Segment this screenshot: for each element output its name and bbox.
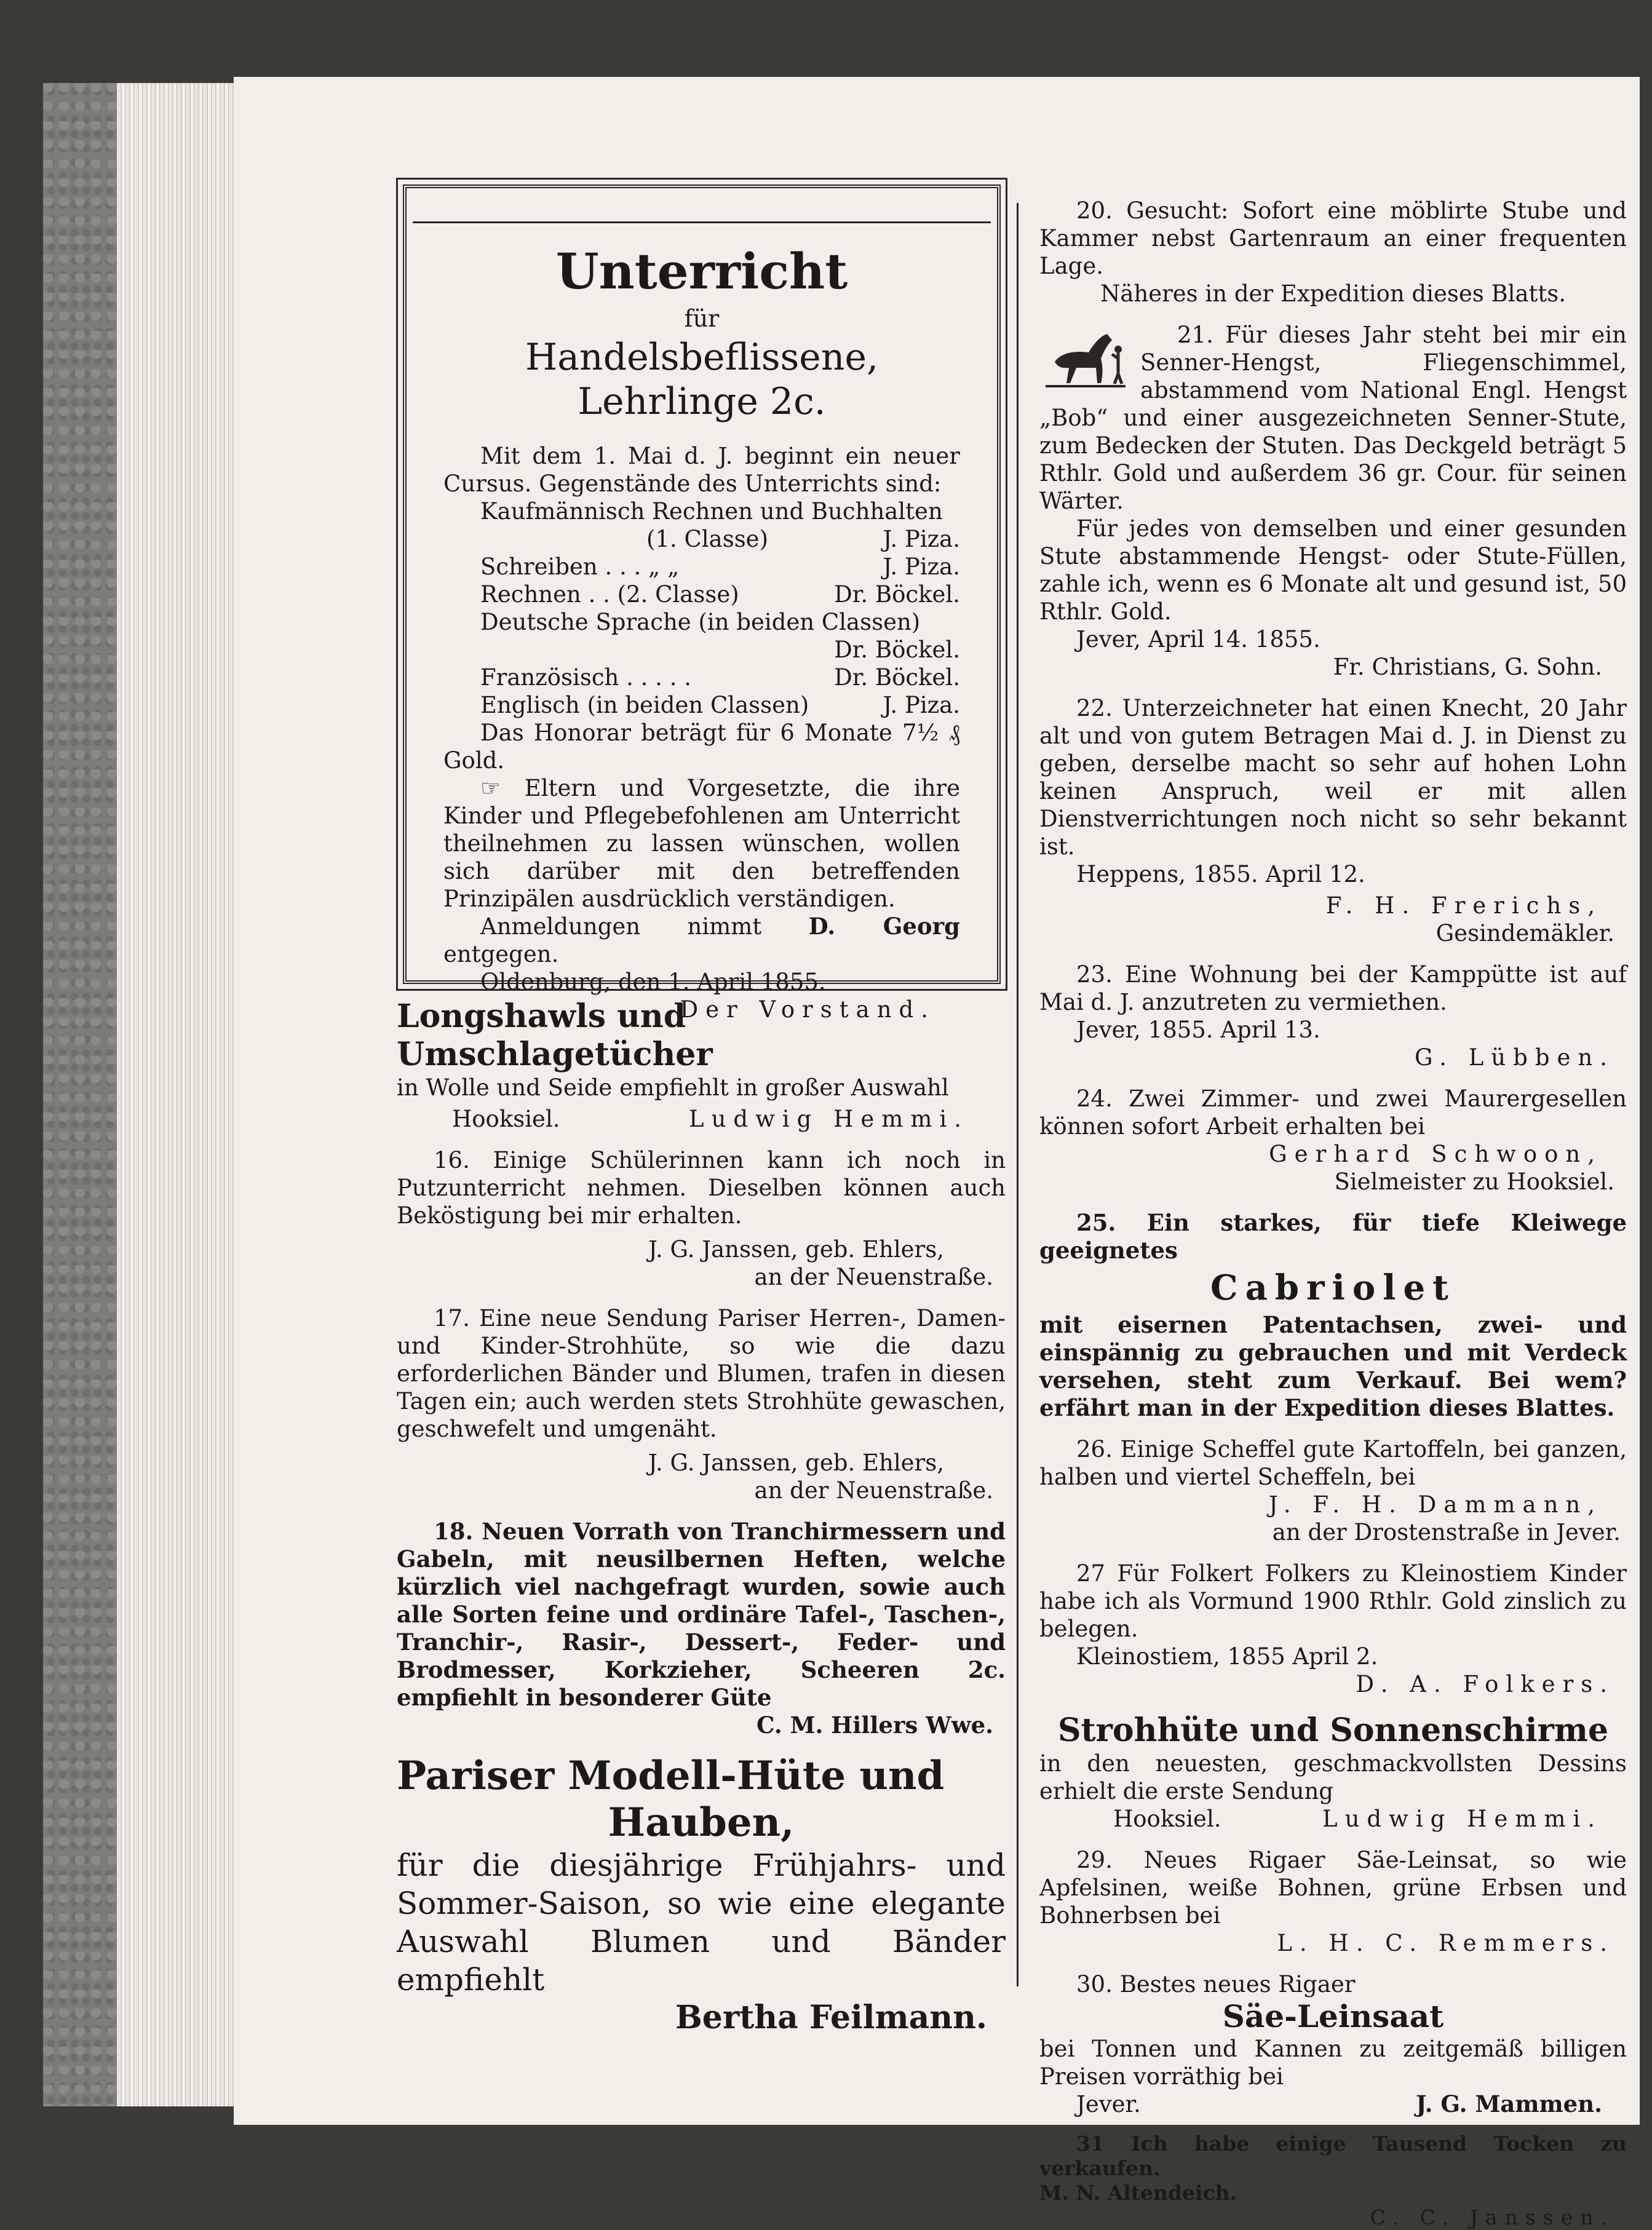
ad-26-sig1: J. F. H. Dammann, bbox=[1268, 1491, 1602, 1518]
ad-30-sig: J. G. Mammen. bbox=[1416, 2090, 1602, 2117]
longshawls-name: Ludwig Hemmi. bbox=[689, 1106, 969, 1132]
unterricht-heading: Handelsbeflissene, Lehrlinge 2c. bbox=[525, 336, 879, 423]
ad-29 bbox=[1039, 1846, 1627, 1957]
subject-row bbox=[443, 525, 960, 553]
ad-23 bbox=[1039, 961, 1627, 1071]
anmeldungen-pre: Anmeldungen nimmt bbox=[480, 913, 762, 940]
strohhuete-ad bbox=[1039, 1712, 1627, 1833]
subject-name: (1. Classe) bbox=[646, 526, 769, 552]
ad-24-text: 24. Zwei Zimmer- und zwei Maurergesellen können sofort Arbeit erhalten bei bbox=[1039, 1085, 1627, 1140]
ad-30-place: Jever. bbox=[1076, 2091, 1141, 2117]
ad-25-title: Cabriolet bbox=[1210, 1268, 1456, 1308]
longshawls-place: Hooksiel. bbox=[452, 1106, 560, 1132]
unterricht-ad bbox=[403, 185, 1001, 1023]
strohhuete-name: Ludwig Hemmi. bbox=[1322, 1806, 1602, 1832]
page-stack-edge bbox=[117, 83, 234, 2106]
honorar-text: Das Honorar beträgt für 6 Monate 7½ ₰ Gold. bbox=[443, 720, 960, 774]
longshawls-title: Longshawls und Umschlagetücher bbox=[397, 998, 713, 1073]
subject-teacher: J. Piza. bbox=[883, 554, 960, 580]
subject-teacher: Dr. Böckel. bbox=[834, 664, 960, 691]
ad-16-sig1: J. G. Janssen, geb. Ehlers, bbox=[648, 1236, 944, 1263]
strohhuete-place: Hooksiel. bbox=[1113, 1806, 1221, 1832]
pariser-text: für die diesjährige Frühjahrs- und Sommer-Saison, so wie eine elegante Auswahl Blumen und Bänder empfiehlt bbox=[397, 1847, 1006, 1998]
ad-30 bbox=[1039, 1970, 1627, 2118]
subject-teacher: Dr. Böckel. bbox=[834, 581, 960, 608]
ad-22-sig2: Gesindemäkler. bbox=[1436, 920, 1614, 946]
ad-26-sig2: an der Drostenstraße in Jever. bbox=[1272, 1519, 1621, 1546]
subject-row bbox=[443, 664, 960, 691]
ad-31-text: 31 Ich habe einige Tausend Tocken zu verkaufen. bbox=[1039, 2132, 1627, 2180]
subject-row bbox=[443, 608, 960, 636]
subject-name: Englisch (in beiden Classen) bbox=[480, 692, 809, 718]
ad-25 bbox=[1039, 1209, 1627, 1422]
strohhuete-text: in den neuesten, geschmackvollsten Dessins erhielt die erste Sendung bbox=[1039, 1750, 1627, 1804]
anmeldungen-text bbox=[443, 913, 960, 968]
ad-29-signature: L. H. C. Remmers. bbox=[1277, 1930, 1614, 1956]
ornament-border bbox=[413, 197, 991, 223]
ad-20 bbox=[1039, 197, 1627, 308]
subject-teacher: Dr. Böckel. bbox=[834, 637, 960, 663]
eltern-text: ☞ Eltern und Vorgesetzte, die ihre Kinder und Pflegebefohlenen am Unterricht theilnehmen zu lassen wünschen, wollen sich darüber mit den betreffenden Prinzipälen ausdrücklich verständigen. bbox=[443, 775, 960, 912]
ad-30-signature bbox=[1039, 2090, 1627, 2118]
unterricht-fuer: für bbox=[684, 305, 720, 332]
anmeldungen-name: D. Georg bbox=[808, 913, 960, 940]
subject-name: Französisch . . . . . bbox=[480, 664, 691, 691]
unterricht-signature: Der Vorstand. bbox=[680, 996, 935, 1023]
ad-21-text2: Für jedes von demselben und einer gesunden Stute abstammende Hengst- oder Stute-Füllen, zahle ich, wenn es 6 Monate alt und gesund ist, 50 Rthlr. Gold. bbox=[1039, 515, 1627, 625]
ad-23-signature: G. Lübben. bbox=[1414, 1044, 1614, 1071]
subject-row bbox=[443, 636, 960, 664]
subject-name: Deutsche Sprache (in beiden Classen) bbox=[480, 609, 921, 635]
ad-31 bbox=[1039, 2132, 1627, 2230]
subject-name: Schreiben . . . „ „ bbox=[480, 554, 680, 580]
column-divider bbox=[1017, 203, 1019, 1986]
ad-30-title: Säe-Leinsaat bbox=[1222, 1998, 1444, 2034]
ad-16-sig2: an der Neuenstraße. bbox=[754, 1264, 993, 1290]
ad-27-text: 27 Für Folkert Folkers zu Kleinostiem Kinder habe ich als Vormund 1900 Rthlr. Gold zinslich zu belegen. bbox=[1039, 1560, 1627, 1642]
left-column bbox=[397, 185, 1006, 2036]
ad-20-text: 20. Gesucht: Sofort eine möblirte Stube und Kammer nebst Gartenraum an einer frequenten Lage. bbox=[1039, 197, 1627, 279]
ad-23-place-date: Jever, 1855. April 13. bbox=[1076, 1017, 1320, 1043]
ad-31-place: M. N. Altendeich. bbox=[1039, 2181, 1237, 2205]
ad-27-place-date: Kleinostiem, 1855 April 2. bbox=[1076, 1643, 1378, 1670]
anmeldungen-post: entgegen. bbox=[443, 941, 559, 967]
ad-27-signature: D. A. Folkers. bbox=[1356, 1671, 1614, 1697]
ad-20-more: Näheres in der Expedition dieses Blatts. bbox=[1100, 280, 1567, 307]
ad-16 bbox=[397, 1146, 1006, 1291]
strohhuete-title: Strohhüte und Sonnenschirme bbox=[1057, 1712, 1609, 1749]
ad-22-text: 22. Unterzeichneter hat einen Knecht, 20 Jahr alt und von gutem Betragen Mai d. J. in Dienst zu geben, derselbe macht so sehr auf hohen Lohn keinen Anspruch, weil er mit allen Dienstverrichtungen noch nicht so sehr bekannt ist. bbox=[1039, 695, 1627, 860]
ad-22-place-date: Heppens, 1855. April 12. bbox=[1076, 861, 1365, 887]
ad-23-text: 23. Eine Wohnung bei der Kamppütte ist auf Mai d. J. anzutreten zu vermiethen. bbox=[1039, 961, 1627, 1015]
pariser-title2: Hauben, bbox=[608, 1799, 795, 1846]
subject-row bbox=[443, 498, 960, 525]
ad-24 bbox=[1039, 1085, 1627, 1196]
subject-row bbox=[443, 553, 960, 581]
unterricht-intro: Mit dem 1. Mai d. J. beginnt ein neuer Cursus. Gegenstände des Unterrichts sind: bbox=[443, 443, 960, 497]
ad-18 bbox=[397, 1518, 1006, 1739]
unterricht-place-date: Oldenburg, den 1. April 1855. bbox=[480, 969, 826, 995]
subject-teacher: J. Piza. bbox=[883, 692, 960, 718]
ad-21-signature: Fr. Christians, G. Sohn. bbox=[1333, 654, 1602, 680]
ad-27 bbox=[1039, 1560, 1627, 1698]
horse-icon bbox=[1039, 325, 1132, 392]
longshawls-signature bbox=[397, 1101, 1006, 1133]
right-column bbox=[1039, 197, 1627, 2230]
ad-24-sig1: Gerhard Schwoon, bbox=[1269, 1141, 1602, 1167]
longshawls-text: in Wolle und Seide empfiehlt in großer Auswahl bbox=[397, 1074, 949, 1101]
subject-teacher: J. Piza. bbox=[883, 526, 960, 552]
ad-17-sig1: J. G. Janssen, geb. Ehlers, bbox=[648, 1450, 944, 1476]
ad-29-text: 29. Neues Rigaer Säe-Leinsat, so wie Apfelsinen, weiße Bohnen, grüne Erbsen und Bohnerbsen bei bbox=[1039, 1847, 1627, 1929]
strohhuete-signature bbox=[1039, 1805, 1627, 1833]
book-cover-edge bbox=[43, 83, 117, 2106]
subject-row bbox=[443, 581, 960, 608]
ad-22 bbox=[1039, 694, 1627, 947]
ad-17 bbox=[397, 1304, 1006, 1504]
ad-25-text: mit eisernen Patentachsen, zwei- und einspännig zu gebrauchen und mit Verdeck versehen, steht zum Verkauf. Bei wem? erfährt man in der Expedition dieses Blattes. bbox=[1039, 1311, 1627, 1421]
ad-18-text: 18. Neuen Vorrath von Tranchirmessern und Gabeln, mit neusilbernen Heften, welche kürzlich viel nachgefragt wurden, sowie auch alle Sorten feine und ordinäre Tafel-, Taschen-, Tranchir-, Rasir-, Dessert-, Feder- und Brodmesser, Korkzieher, Scheeren 2c. empfiehlt in besonderer Güte bbox=[397, 1518, 1006, 1711]
ad-21-place-date: Jever, April 14. 1855. bbox=[1076, 626, 1320, 653]
ad-22-sig1: F. H. Frerichs, bbox=[1325, 892, 1602, 919]
ad-21-text: 21. Für dieses Jahr steht bei mir ein Senner-Hengst, Fliegenschimmel, abstammend vom National Engl. Hengst „Bob“ und einer ausgezeichneten Senner-Stute, zum Bedecken der Stuten. Das Deckgeld beträgt 5 Rthlr. Gold und außerdem 36 gr. Cour. für seinen Wärter. bbox=[1039, 322, 1627, 514]
ad-18-sig: C. M. Hillers Wwe. bbox=[757, 1712, 993, 1739]
subject-name: Rechnen . . (2. Classe) bbox=[480, 581, 739, 608]
pariser-ad bbox=[397, 1753, 1006, 2036]
pariser-signature: Bertha Feilmann. bbox=[675, 1999, 987, 2036]
ad-24-sig2: Sielmeister zu Hooksiel. bbox=[1334, 1169, 1614, 1195]
pariser-title1: Pariser Modell-Hüte und bbox=[397, 1753, 945, 1799]
ad-25-intro: 25. Ein starkes, für tiefe Kleiwege geeignetes bbox=[1039, 1209, 1627, 1264]
ad-16-text: 16. Einige Schülerinnen kann ich noch in Putzunterricht nehmen. Dieselben können auch Beköstigung bei mir erhalten. bbox=[397, 1147, 1006, 1229]
ad-30-text: bei Tonnen und Kannen zu zeitgemäß billigen Preisen vorräthig bei bbox=[1039, 2036, 1627, 2090]
subject-row bbox=[443, 691, 960, 719]
ad-17-sig2: an der Neuenstraße. bbox=[754, 1477, 993, 1504]
subject-list bbox=[443, 498, 960, 719]
ad-21 bbox=[1039, 321, 1627, 681]
ad-17-text: 17. Eine neue Sendung Pariser Herren-, Damen- und Kinder-Strohhüte, so wie die dazu erforderlichen Bänder und Blumen, trafen in diesen Tagen ein; auch werden stets Strohhüte gewaschen, geschwefelt und umgenäht. bbox=[397, 1305, 1006, 1442]
subject-name: Kaufmännisch Rechnen und Buchhalten bbox=[480, 498, 943, 525]
ad-26-text: 26. Einige Scheffel gute Kartoffeln, bei ganzen, halben und viertel Scheffeln, bei bbox=[1039, 1436, 1627, 1490]
ad-31-signature: C. C. Janssen. bbox=[1370, 2205, 1614, 2229]
ad-26 bbox=[1039, 1435, 1627, 1546]
ad-30-intro: 30. Bestes neues Rigaer bbox=[1076, 1971, 1356, 1998]
unterricht-title: Unterricht bbox=[555, 242, 848, 300]
